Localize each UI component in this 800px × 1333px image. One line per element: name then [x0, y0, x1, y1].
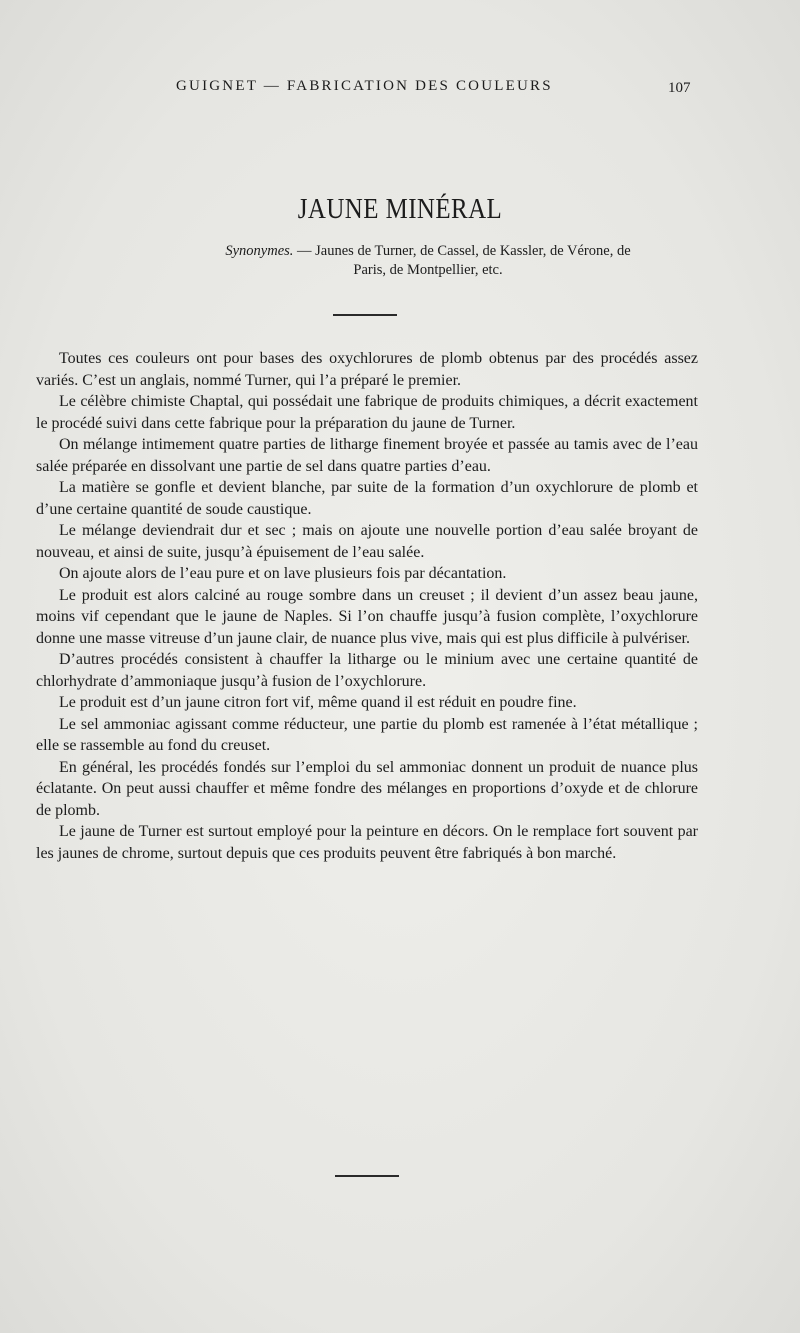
paragraph: D’autres procédés consistent à chauffer la litharge ou le minium avec une certaine quantité de chlorhydrate d’ammoniaque jusqu’à fusion de l’oxychlorure. [36, 651, 698, 690]
paragraph: Le sel ammoniac agissant comme réducteur, une partie du plomb est ramenée à l’état métallique ; elle se rassemble au fond du creuset. [36, 715, 698, 754]
paragraph: Le mélange deviendrait dur et sec ; mais on ajoute une nouvelle portion d’eau salée broyant de nouveau, et ainsi de suite, jusqu’à épuisement de l’eau salée. [36, 522, 698, 561]
paragraph: Le produit est alors calciné au rouge sombre dans un creuset ; il devient d’un assez beau jaune, moins vif cependant que le jaune de Naples. Si l’on chauffe jusqu’à fusion complète, l’oxychlorure donne une masse vitreuse d’un jaune clair, de nuance plus vive, mais qui est plus difficile à pulvériser. [36, 586, 698, 647]
paragraph: Le célèbre chimiste Chaptal, qui possédait une fabrique de produits chimiques, a décrit exactement le procédé suivi dans cette fabrique pour la préparation du jaune de Turner. [36, 393, 698, 432]
paragraph: Le jaune de Turner est surtout employé pour la peinture en décors. On le remplace fort souvent par les jaunes de chrome, surtout depuis que ces produits peuvent être fabriqués à bon marché. [36, 823, 698, 862]
paragraph: Toutes ces couleurs ont pour bases des oxychlorures de plomb obtenus par des procédés assez variés. C’est un anglais, nommé Turner, qui l’a préparé le premier. [36, 350, 698, 389]
body-text [36, 348, 698, 864]
chapter-title: JAUNE MINÉRAL [297, 193, 503, 225]
paragraph: La matière se gonfle et devient blanche, par suite de la formation d’un oxychlorure de plomb et d’une certaine quantité de soude caustique. [36, 479, 698, 518]
paragraph: On mélange intimement quatre parties de litharge finement broyée et passée au tamis avec de l’eau salée préparée en dissolvant une partie de sel dans quatre parties d’eau. [36, 436, 698, 475]
paragraph: On ajoute alors de l’eau pure et on lave plusieurs fois par décantation. [59, 565, 507, 582]
synonyms-label: Synonymes. [225, 243, 294, 259]
running-title: GUIGNET — FABRICATION DES COULEURS [176, 78, 553, 94]
paragraph: En général, les procédés fondés sur l’emploi du sel ammoniac donnent un produit de nuance plus éclatante. On peut aussi chauffer et même fondre des mélanges en proportions d’oxyde et de chlorure de plomb. [36, 758, 698, 819]
section-divider-bottom [335, 1175, 399, 1177]
page-number: 107 [668, 80, 691, 96]
paragraph: Le produit est d’un jaune citron fort vif, même quand il est réduit en poudre fine. [59, 694, 577, 711]
synonyms-text: — Jaunes de Turner, de Cassel, de Kassler, de Vérone, de Paris, de Montpellier, etc. [293, 243, 631, 278]
synonyms-line [208, 242, 648, 280]
section-divider-top [333, 314, 397, 316]
